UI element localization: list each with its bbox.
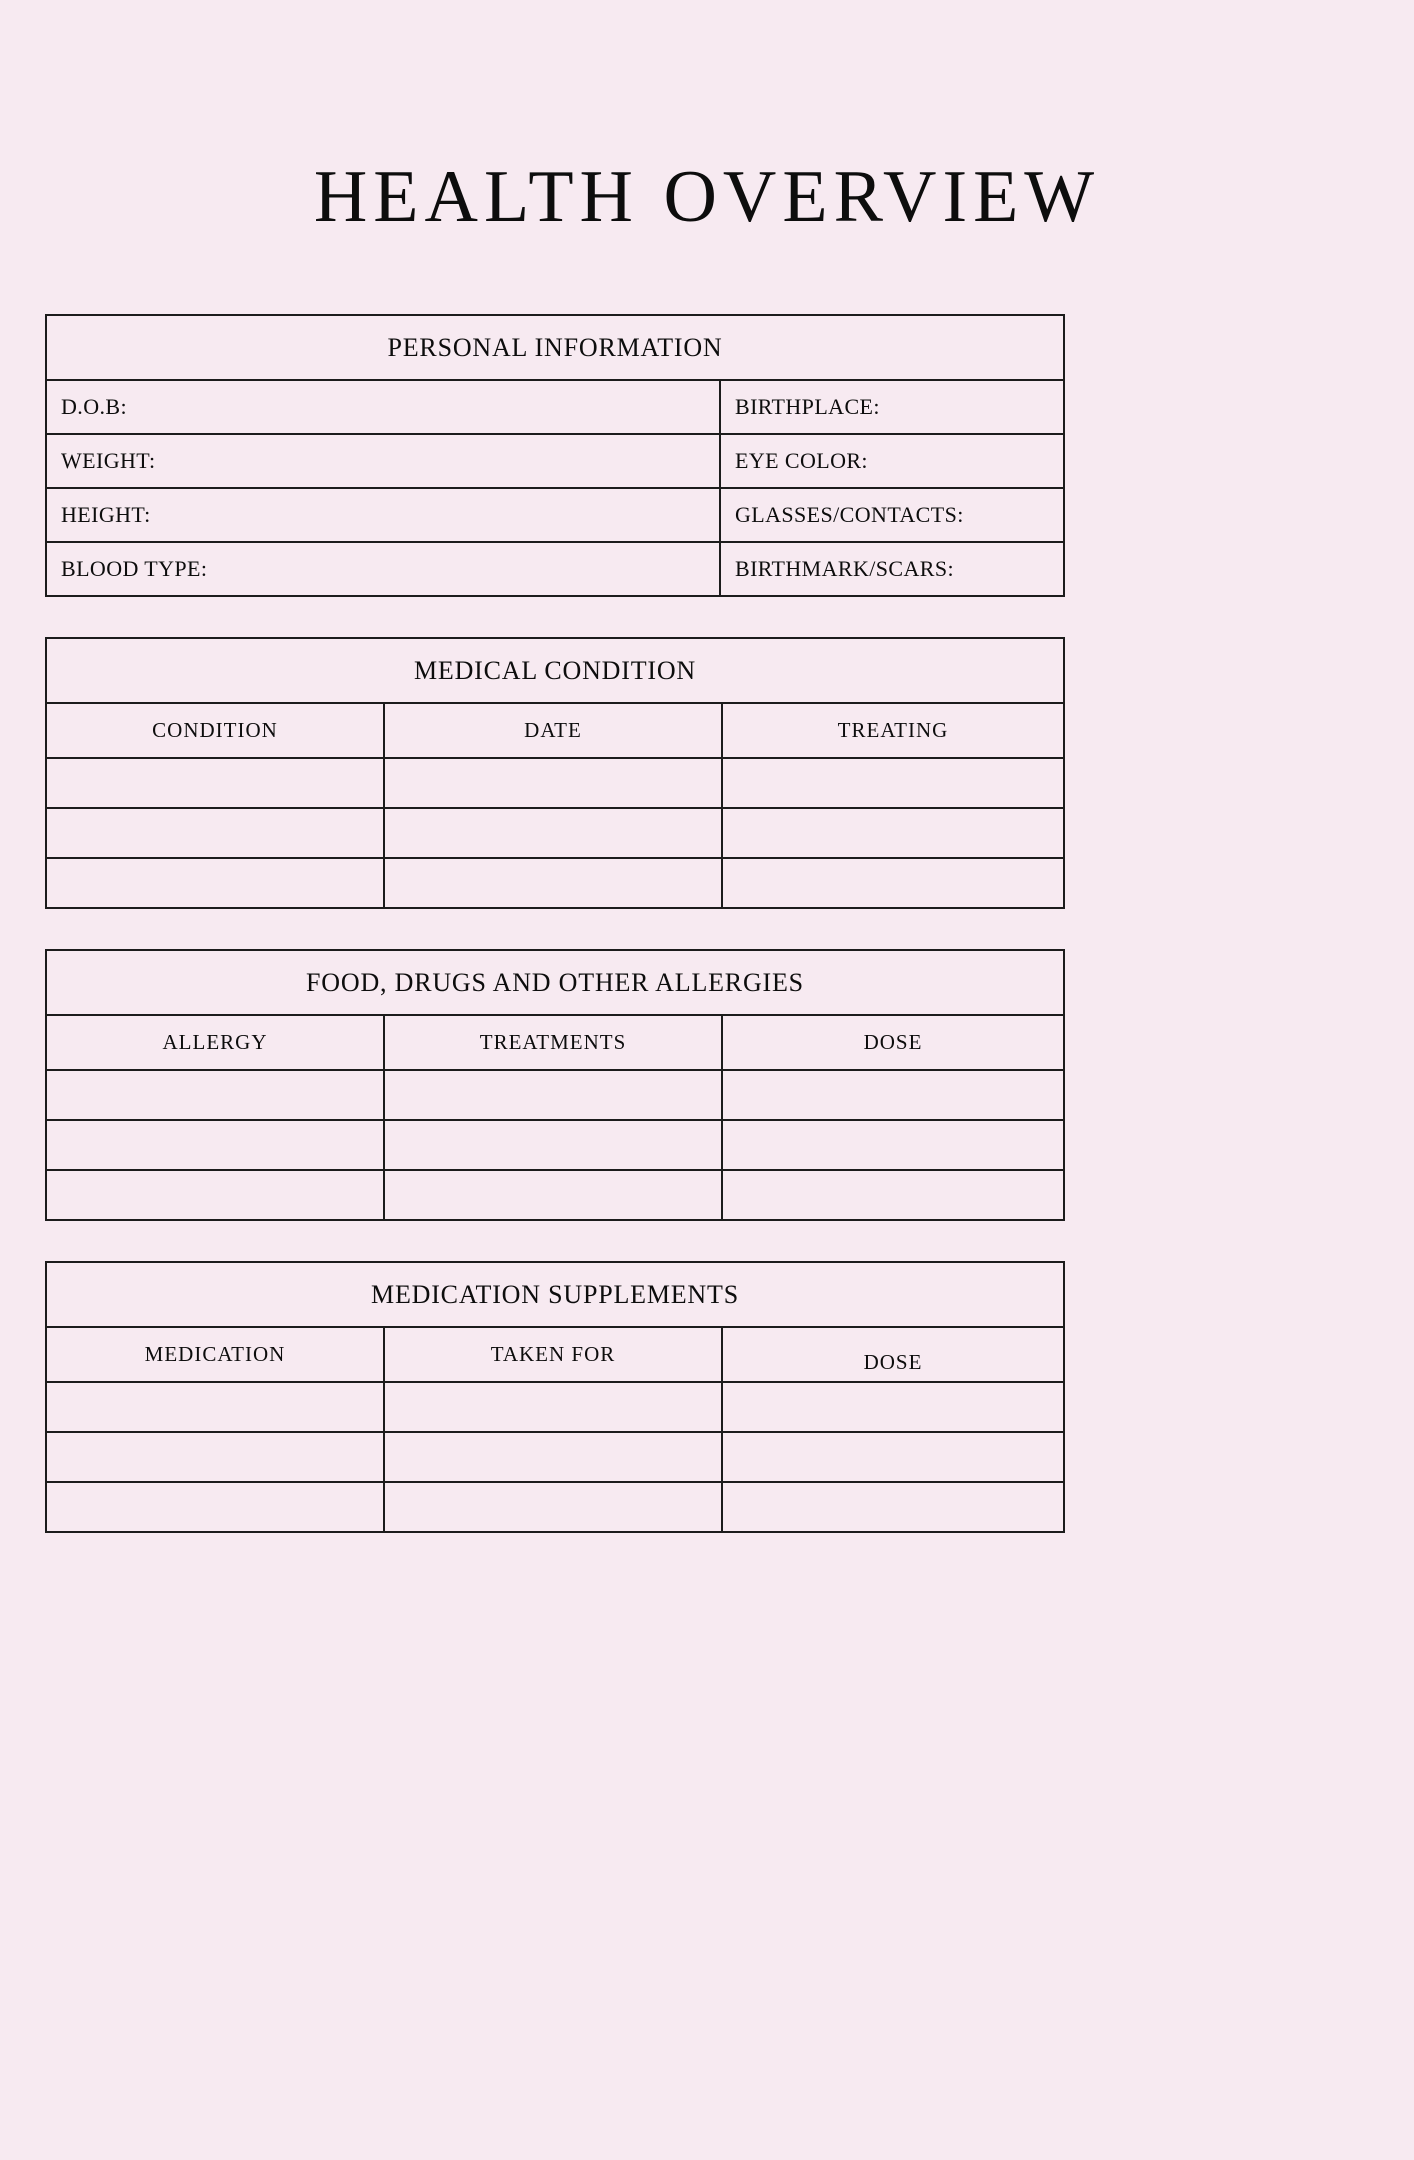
column-header-taken-for: TAKEN FOR: [385, 1328, 723, 1381]
birthplace-label[interactable]: BIRTHPLACE:: [735, 394, 880, 419]
cell-allergy[interactable]: [47, 1071, 385, 1119]
table-header-row: [47, 704, 1063, 759]
cell-condition[interactable]: [47, 809, 385, 857]
column-header-date: DATE: [385, 704, 723, 757]
cell-medication[interactable]: [47, 1483, 385, 1531]
column-header-allergy: ALLERGY: [47, 1016, 385, 1069]
table-row: [47, 859, 1063, 907]
table-row: [47, 489, 1063, 543]
cell-taken-for[interactable]: [385, 1383, 723, 1431]
cell-date[interactable]: [385, 759, 723, 807]
page-title: HEALTH OVERVIEW: [313, 156, 1101, 238]
cell-taken-for[interactable]: [385, 1433, 723, 1481]
cell-date[interactable]: [385, 809, 723, 857]
medical-condition-heading: MEDICAL CONDITION: [47, 639, 1063, 704]
cell-treatments[interactable]: [385, 1071, 723, 1119]
cell-treatments[interactable]: [385, 1121, 723, 1169]
table-row: [47, 809, 1063, 859]
cell-allergy[interactable]: [47, 1171, 385, 1219]
table-row: [47, 1433, 1063, 1483]
table-header-row: [47, 1016, 1063, 1071]
cell-dose[interactable]: [723, 1171, 1063, 1219]
medical-condition-table: [45, 637, 1065, 909]
dob-label[interactable]: D.O.B:: [47, 381, 721, 433]
cell-dose[interactable]: [723, 1121, 1063, 1169]
column-header-treatments: TREATMENTS: [385, 1016, 723, 1069]
cell-condition[interactable]: [47, 859, 385, 907]
cell-dose[interactable]: [723, 1071, 1063, 1119]
column-header-treating: TREATING: [837, 718, 949, 742]
column-header-dose: DOSE: [863, 1030, 923, 1054]
cell-treating[interactable]: [723, 759, 1063, 807]
personal-information-table: [45, 314, 1065, 597]
table-row: [47, 543, 1063, 595]
table-row: [47, 1483, 1063, 1531]
table-row: [47, 1121, 1063, 1171]
column-header-dose: DOSE: [863, 1350, 923, 1374]
medication-supplements-heading: MEDICATION SUPPLEMENTS: [47, 1263, 1063, 1328]
personal-information-heading: PERSONAL INFORMATION: [47, 316, 1063, 381]
table-row: [47, 381, 1063, 435]
cell-condition[interactable]: [47, 759, 385, 807]
medication-supplements-table: [45, 1261, 1065, 1533]
cell-dose[interactable]: [723, 1383, 1063, 1431]
cell-dose[interactable]: [723, 1433, 1063, 1481]
cell-date[interactable]: [385, 859, 723, 907]
eye-color-label[interactable]: EYE COLOR:: [735, 448, 868, 473]
blood-type-label[interactable]: BLOOD TYPE:: [47, 543, 721, 595]
cell-treating[interactable]: [723, 859, 1063, 907]
allergies-heading: FOOD, DRUGS AND OTHER ALLERGIES: [47, 951, 1063, 1016]
birthmark-scars-label[interactable]: BIRTHMARK/SCARS:: [735, 556, 955, 581]
height-label[interactable]: HEIGHT:: [47, 489, 721, 541]
cell-medication[interactable]: [47, 1433, 385, 1481]
cell-medication[interactable]: [47, 1383, 385, 1431]
allergies-table: [45, 949, 1065, 1221]
column-header-medication: MEDICATION: [47, 1328, 385, 1381]
weight-label[interactable]: WEIGHT:: [47, 435, 721, 487]
table-row: [47, 1071, 1063, 1121]
table-row: [47, 1383, 1063, 1433]
cell-taken-for[interactable]: [385, 1483, 723, 1531]
form-sections: [0, 314, 1414, 1533]
table-row: [47, 759, 1063, 809]
health-overview-page: [0, 156, 1414, 2160]
glasses-contacts-label[interactable]: GLASSES/CONTACTS:: [735, 502, 964, 527]
column-header-condition: CONDITION: [47, 704, 385, 757]
table-header-row: [47, 1328, 1063, 1383]
cell-dose[interactable]: [723, 1483, 1063, 1531]
cell-treating[interactable]: [723, 809, 1063, 857]
table-row: [47, 435, 1063, 489]
cell-treatments[interactable]: [385, 1171, 723, 1219]
cell-allergy[interactable]: [47, 1121, 385, 1169]
table-row: [47, 1171, 1063, 1219]
